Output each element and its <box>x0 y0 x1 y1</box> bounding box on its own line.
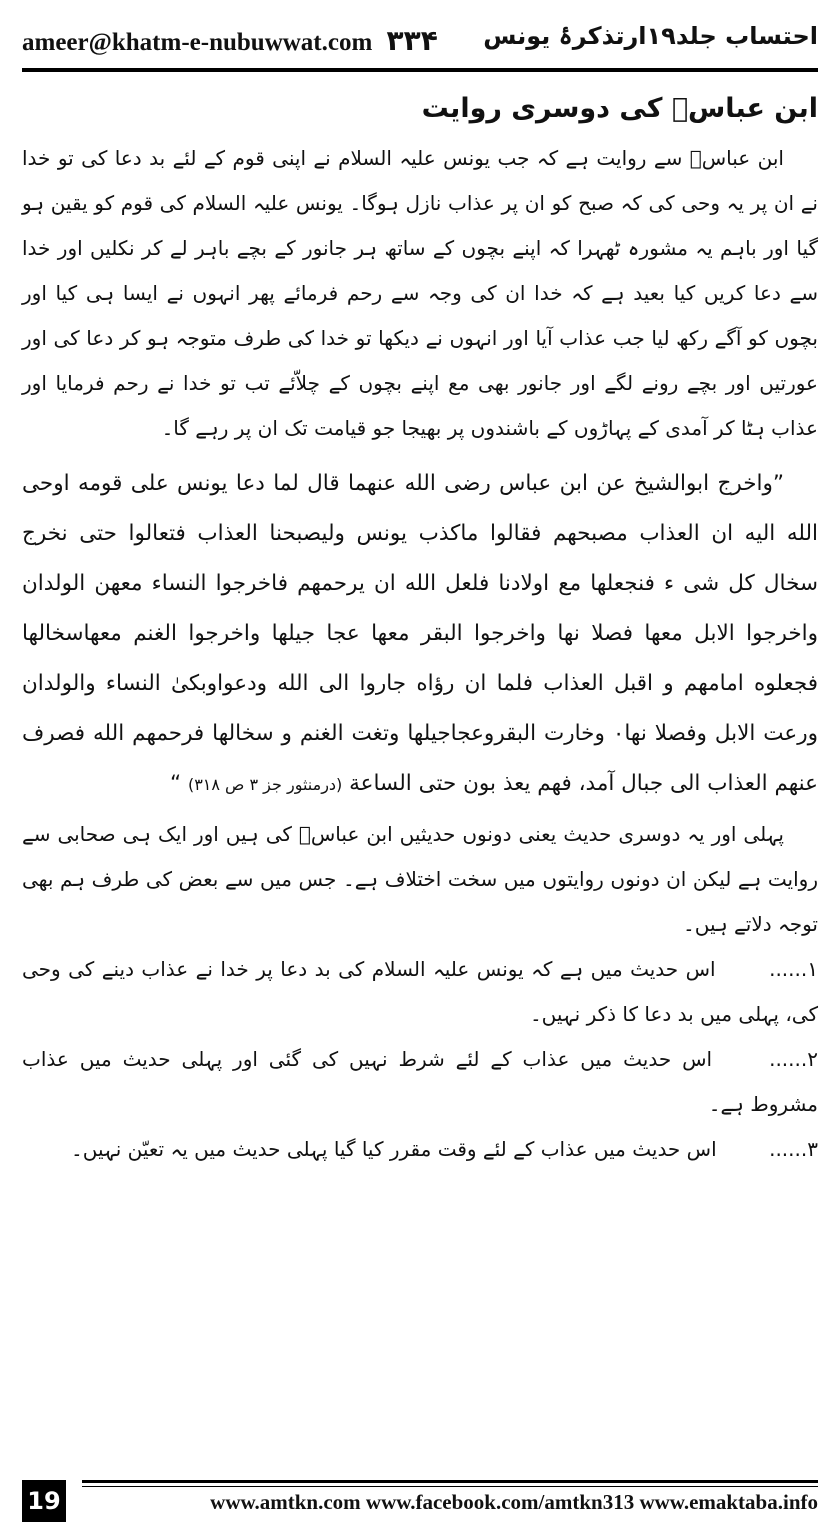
arabic-quote-reference: (درمنثور جز ۳ ص ۳۱۸) <box>187 775 343 794</box>
comparison-paragraph: پہلی اور یہ دوسری حدیث یعنی دونوں حدیثیں ابن عباسؓ کی ہیں اور ایک ہی صحابی سے روایت ہے لیکن ان دونوں روایتوں میں سخت اختلاف ہے۔ جس میں سے بعض کی طرف ہم بھی توجہ دلاتے ہیں۔ <box>22 822 818 936</box>
footer-links[interactable]: www.amtkn.com www.facebook.com/amtkn313 www.emaktaba.info <box>210 1490 818 1514</box>
footer-rule <box>82 1480 818 1483</box>
arabic-quote <box>22 459 818 810</box>
list-item-number: ۲...... <box>769 1047 818 1071</box>
list-item-text: اس حدیث میں ہے کہ یونس علیہ السلام کی بد دعا پر خدا نے عذاب دینے کی وحی کی، پہلی میں بد دعا کا ذکر نہیں۔ <box>22 957 818 1026</box>
page-body <box>22 82 818 1172</box>
arabic-quote-close: “ <box>169 771 182 796</box>
intro-paragraph: ابن عباسؓ سے روایت ہے کہ جب یونس علیہ السلام نے اپنی قوم کے لئے بد دعا کی تو خدا نے ان پر یہ وحی کی کہ صبح کو ان پر عذاب نازل ہوگا۔ یونس علیہ السلام کی قوم کو یقین ہو گیا اور باہم یہ مشورہ ٹھہرا کہ اپنے بچوں کے ساتھ ہر جانور کے بچے باہر لے کر نکلیں اور خدا سے دعا کریں کیا بعید ہے کہ خدا ان کی وجہ سے رحم فرمائے پھر انہوں نے ایسا ہی کیا اور بچوں کو آگے رکھ لیا جب عذاب آیا اور انہوں نے دیکھا تو خدا کی طرف متوجہ ہو کر دعا کی اور عورتیں اور بچے رونے لگے اور جانور بھی مع اپنے بچوں کے چلاّئے تب تو خدا نے رحم فرمایا اور عذاب ہٹا کر آمدی کے پہاڑوں کے باشندوں پر بھیجا جو قیامت تک ان پر رہے گا۔ <box>22 146 818 440</box>
header-email[interactable]: ameer@khatm-e-nubuwwat.com <box>22 29 373 56</box>
list-item-number: ۳...... <box>769 1137 818 1161</box>
header-page-number: ۳۳۴ <box>386 24 438 57</box>
list-item-number: ۱...... <box>769 957 818 981</box>
page-header <box>22 14 818 70</box>
section-heading: ابن عباسؓ کی دوسری روایت <box>421 93 818 124</box>
list-item-text: اس حدیث میں عذاب کے لئے وقت مقرر کیا گیا پہلی حدیث میں یہ تعیّن نہیں۔ <box>71 1137 717 1161</box>
arabic-quote-text: ”واخرج ابوالشیخ عن ابن عباس رضی الله عنهما قال لما دعا یونس علی قومه اوحی الله الیه ان العذاب مصبحهم فقالوا ماکذب یونس ولیصبحنا العذاب فتعالوا حتی نخرج سخال کل شی ء فنجعلها مع اولادنا فلعل الله ان یرحمهم فاخرجوا النساء معهن الولدان واخرجوا الابل معها فصلا نها واخرجوا البقر معها عجا جیلها واخرجوا الغنم معهاسخالها فجعلوه امامهم و اقبل العذاب فلما ان رؤاه جاروا الی الله ودعواوبکیٰ النساء والولدان ورعت الابل وفصلا نها۰ وخارت البقروعجاجیلها وتغت الغنم و سخالها فرحمهم الله فصرف عنهم العذاب الی جبال آمد، فهم یعذ بون حتی الساعة <box>22 471 818 796</box>
header-rule <box>22 68 818 72</box>
header-book-title: احتساب جلد۱۹ارتذکرۂ یونس <box>483 22 818 50</box>
list-item <box>22 947 818 1037</box>
page-footer <box>22 1478 818 1526</box>
list-item <box>22 1037 818 1127</box>
footer-rule-thin <box>82 1486 818 1487</box>
list-item-text: اس حدیث میں عذاب کے لئے شرط نہیں کی گئی اور پہلی حدیث میں عذاب مشروط ہے۔ <box>22 1047 818 1116</box>
list-item <box>22 1127 818 1172</box>
footer-page-number: 19 <box>22 1480 66 1522</box>
header-email-and-page <box>22 24 438 57</box>
